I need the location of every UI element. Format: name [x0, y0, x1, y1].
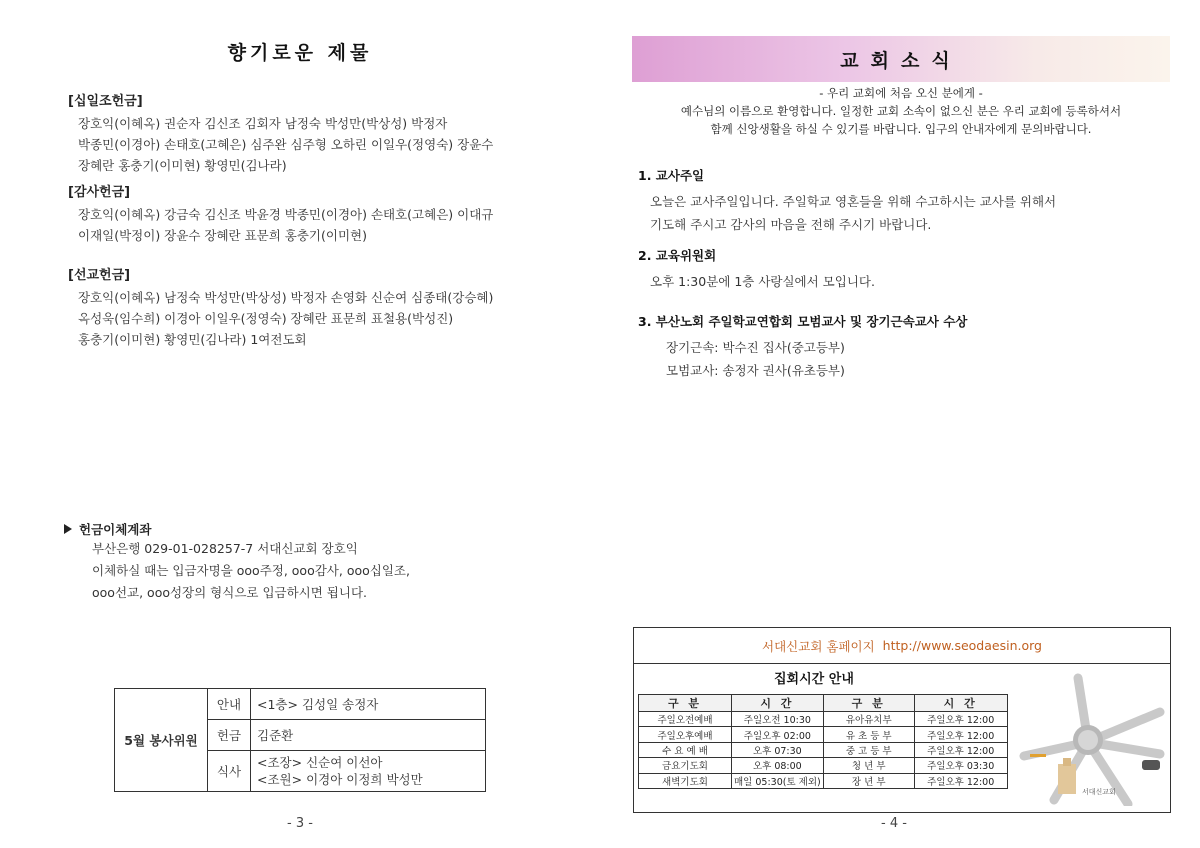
volunteer-category: 안내: [208, 689, 251, 720]
account-heading: 헌금이체계좌: [79, 522, 152, 537]
offering-line: 이재일(박정이) 장윤수 장혜란 표문희 홍충기(이미현): [78, 228, 367, 243]
table-cell: 장 년 부: [823, 773, 914, 788]
news-item-3: [638, 312, 1168, 382]
church-info-box: [633, 627, 1171, 813]
volunteer-names: [251, 751, 486, 792]
page-number-left: - 3 -: [287, 816, 313, 831]
schedule-header: 구 분: [823, 695, 914, 712]
intro-heading: - 우리 교회에 처음 오신 분에게 -: [819, 86, 983, 100]
table-row: [639, 758, 1008, 773]
offering-heading: [감사헌금]: [68, 185, 131, 200]
table-row: [639, 727, 1008, 742]
account-line: 이체하실 때는 입금자명을 ooo주정, ooo감사, ooo십일조,: [92, 563, 410, 578]
table-cell: 금요기도회: [639, 758, 732, 773]
table-cell: 주일오후 12:00: [914, 727, 1007, 742]
news-line: 오후 1:30분에 1층 사랑실에서 모입니다.: [650, 274, 875, 289]
table-cell: 청 년 부: [823, 758, 914, 773]
welcome-intro: [632, 84, 1170, 138]
news-item-2: [638, 246, 1168, 293]
offering-line: 장호익(이혜옥) 권순자 김신조 김회자 남정숙 박성만(박상성) 박정자: [78, 116, 448, 131]
table-cell: 주일오후 12:00: [914, 773, 1007, 788]
volunteer-table: [114, 688, 486, 792]
volunteer-category: 헌금: [208, 720, 251, 751]
news-heading: 1. 교사주일: [638, 168, 705, 183]
offering-line: 박종민(이경아) 손태호(고혜은) 심주완 심주형 오하린 이일우(정영숙) 장윤수: [78, 137, 494, 152]
table-cell: 매일 05:30(토 제외): [732, 773, 824, 788]
news-line: 기도해 주시고 감사의 마음을 전해 주시기 바랍니다.: [650, 217, 932, 232]
account-line: 부산은행 029-01-028257-7 서대신교회 장호익: [92, 541, 358, 556]
schedule-header: 시 간: [914, 695, 1007, 712]
table-cell: 유 초 등 부: [823, 727, 914, 742]
bank-account-info: [64, 520, 564, 604]
offering-line: 옥성욱(임수희) 이경아 이일우(정영숙) 장혜란 표문희 표철용(박성진): [78, 311, 454, 326]
offering-mission: [68, 264, 568, 350]
triangle-bullet-icon: [64, 524, 72, 534]
volunteer-names: <1층> 김성일 송정자: [251, 689, 486, 720]
church-location-map: [1018, 672, 1166, 806]
homepage-label: 서대신교회 홈페이지: [762, 638, 875, 654]
table-cell: 수 요 예 배: [639, 742, 732, 757]
news-line: 장기근속: 박수진 집사(중고등부): [666, 340, 845, 355]
table-row: [639, 742, 1008, 757]
intro-line: 함께 신앙생활을 하실 수 있기를 바랍니다. 입구의 안내자에게 문의바랍니다.: [710, 122, 1092, 136]
volunteer-name-line: <조원> 이경아 이정희 박성만: [257, 772, 423, 787]
offering-thanks: [68, 181, 568, 246]
volunteer-category: 식사: [208, 751, 251, 792]
schedule-header: 구 분: [639, 695, 732, 712]
news-line: 모범교사: 송정자 권사(유초등부): [666, 363, 845, 378]
news-line: 오늘은 교사주일입니다. 주일학교 영혼들을 위해 수고하시는 교사를 위해서: [650, 194, 1057, 209]
table-cell: 주일오후 12:00: [914, 742, 1007, 757]
table-cell: 주일오전 10:30: [732, 712, 824, 727]
page-number-right: - 4 -: [881, 816, 907, 831]
schedule-table: [638, 694, 1008, 789]
news-banner: [632, 36, 1170, 82]
page-title: 향기로운 제물: [227, 42, 373, 64]
table-cell: 오후 07:30: [732, 742, 824, 757]
volunteer-name-line: <조장> 신순여 이선아: [257, 755, 383, 770]
table-cell: 주일오후 12:00: [914, 712, 1007, 727]
offering-tithe: [68, 90, 568, 176]
offering-line: 장혜란 홍충기(이미현) 황영민(김나라): [78, 158, 287, 173]
schedule-header: 시 간: [732, 695, 824, 712]
offering-heading: [십일조헌금]: [68, 94, 143, 109]
account-line: ooo선교, ooo성장의 형식으로 입금하시면 됩니다.: [92, 585, 368, 600]
volunteer-names: 김준환: [251, 720, 486, 751]
offering-line: 장호익(이혜옥) 남정숙 박성만(박상성) 박정자 손영화 신순여 심종태(강승혜): [78, 290, 494, 305]
banner-title: 교회소식: [840, 50, 962, 72]
table-cell: 주일오후 02:00: [732, 727, 824, 742]
table-cell: 새벽기도회: [639, 773, 732, 788]
news-heading: 3. 부산노회 주일학교연합회 모범교사 및 장기근속교사 수상: [638, 314, 968, 329]
table-cell: 주일오전예배: [639, 712, 732, 727]
table-row: [639, 712, 1008, 727]
table-cell: 유아유치부: [823, 712, 914, 727]
table-row: [639, 773, 1008, 788]
news-heading: 2. 교육위원회: [638, 248, 717, 263]
schedule-title: 집회시간 안내: [774, 672, 854, 687]
table-cell: 오후 08:00: [732, 758, 824, 773]
homepage-bar: [634, 628, 1170, 664]
table-cell: 중 고 등 부: [823, 742, 914, 757]
homepage-link[interactable]: http://www.seodaesin.org: [882, 638, 1042, 653]
offering-line: 홍충기(이미현) 황영민(김나라) 1여전도회: [78, 332, 307, 347]
volunteer-title: 5월 봉사위원: [115, 689, 208, 792]
map-church-label: 서대신교회: [1082, 788, 1116, 796]
table-cell: 주일오후 03:30: [914, 758, 1007, 773]
offering-line: 장호익(이혜옥) 강금숙 김신조 박윤경 박종민(이경아) 손태호(고혜은) 이대규: [78, 207, 494, 222]
news-item-1: [638, 166, 1168, 236]
table-cell: 주일오후예배: [639, 727, 732, 742]
intro-line: 예수님의 이름으로 환영합니다. 일정한 교회 소속이 없으신 분은 우리 교회에 등록하셔서: [680, 104, 1122, 118]
offering-heading: [선교헌금]: [68, 268, 131, 283]
